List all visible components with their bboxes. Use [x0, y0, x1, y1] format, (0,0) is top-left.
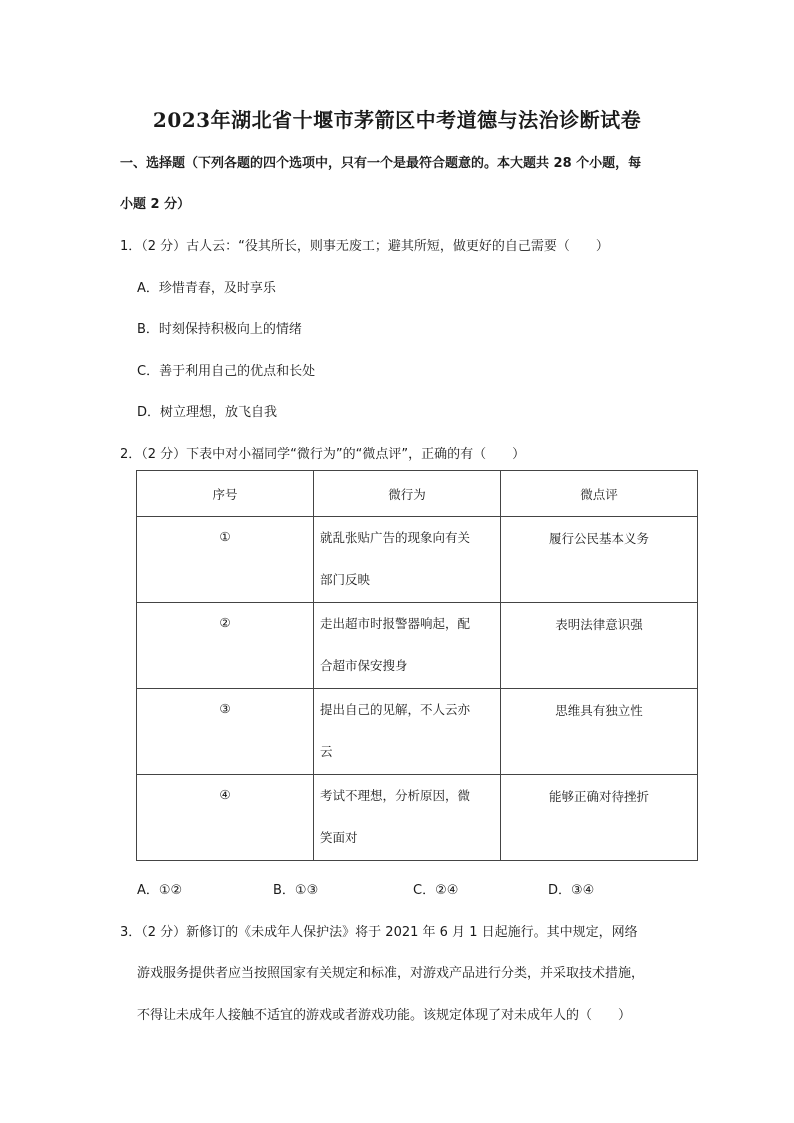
table-cell-comment: 思维具有独立性: [501, 689, 698, 775]
q1-option-b[interactable]: B．时刻保持积极向上的情绪: [137, 322, 302, 337]
table-cell-action: [314, 689, 501, 775]
table-row: [137, 775, 698, 861]
page-title: 2023年湖北省十堰市茅箭区中考道德与法治诊断试卷: [152, 108, 642, 132]
section-heading-text-1: 一、选择题（下列各题的四个选项中，只有一个是最符合题意的。本大题共 28 个小题，每: [120, 156, 642, 171]
action-text-line-2: 云: [320, 744, 333, 759]
table-cell-num: ④: [137, 775, 314, 861]
q1-stem: 1．（2 分）古人云：“役其所长，则事无废工；避其所短，做更好的自己需要（ ）: [120, 239, 609, 254]
action-text-line-2: 合超市保安搜身: [320, 658, 408, 673]
action-text-line-1: 提出自己的见解，不人云亦: [320, 702, 471, 717]
table-cell-action: [314, 775, 501, 861]
table-cell-num: ①: [137, 517, 314, 603]
q1-option-c[interactable]: C．善于利用自己的优点和长处: [137, 364, 316, 379]
table-cell-comment: 履行公民基本义务: [501, 517, 698, 603]
table-header-comment: 微点评: [501, 471, 698, 517]
table-header-action: 微行为: [314, 471, 501, 517]
table-header-row: [137, 471, 698, 517]
table-cell-comment: 表明法律意识强: [501, 603, 698, 689]
q3-stem-line-1: 3．（2 分）新修订的《未成年人保护法》将于 2021 年 6 月 1 日起施行。其中规定，网络: [120, 925, 638, 940]
table-header-num: 序号: [137, 471, 314, 517]
section-heading-line-2: [120, 193, 190, 212]
q2-option-c[interactable]: C．②④: [413, 883, 459, 898]
table-cell-num: ③: [137, 689, 314, 775]
table-cell-num: ②: [137, 603, 314, 689]
q3-stem-line-2: 游戏服务提供者应当按照国家有关规定和标准，对游戏产品进行分类，并采取技术措施，: [137, 966, 645, 981]
table-row: [137, 603, 698, 689]
table-row: [137, 517, 698, 603]
table-row: [137, 689, 698, 775]
table-cell-comment: 能够正确对待挫折: [501, 775, 698, 861]
q1-option-a[interactable]: A．珍惜青春，及时享乐: [137, 281, 276, 296]
section-heading-line-1: [120, 152, 641, 171]
q2-option-d[interactable]: D．③④: [548, 883, 595, 898]
action-text-line-2: 笑面对: [320, 830, 358, 845]
action-text-line-1: 走出超市时报警器响起，配: [320, 616, 471, 631]
table-cell-action: [314, 603, 501, 689]
action-text-line-1: 考试不理想，分析原因，微: [320, 788, 471, 803]
action-text-line-1: 就乱张贴广告的现象向有关: [320, 530, 471, 545]
section-heading-text-2: 小题 2 分）: [120, 197, 191, 212]
action-text-line-2: 部门反映: [320, 572, 371, 587]
table-cell-action: [314, 517, 501, 603]
q3-stem-line-3: 不得让未成年人接触不适宜的游戏或者游戏功能。该规定体现了对未成年人的（ ）: [137, 1008, 632, 1023]
q2-stem: 2．（2 分）下表中对小福同学“微行为”的“微点评”，正确的有（ ）: [120, 447, 526, 462]
q2-table: [136, 470, 698, 861]
q2-option-b[interactable]: B．①③: [273, 883, 319, 898]
q2-option-a[interactable]: A．①②: [137, 883, 183, 898]
q1-option-d[interactable]: D．树立理想，放飞自我: [137, 405, 278, 420]
